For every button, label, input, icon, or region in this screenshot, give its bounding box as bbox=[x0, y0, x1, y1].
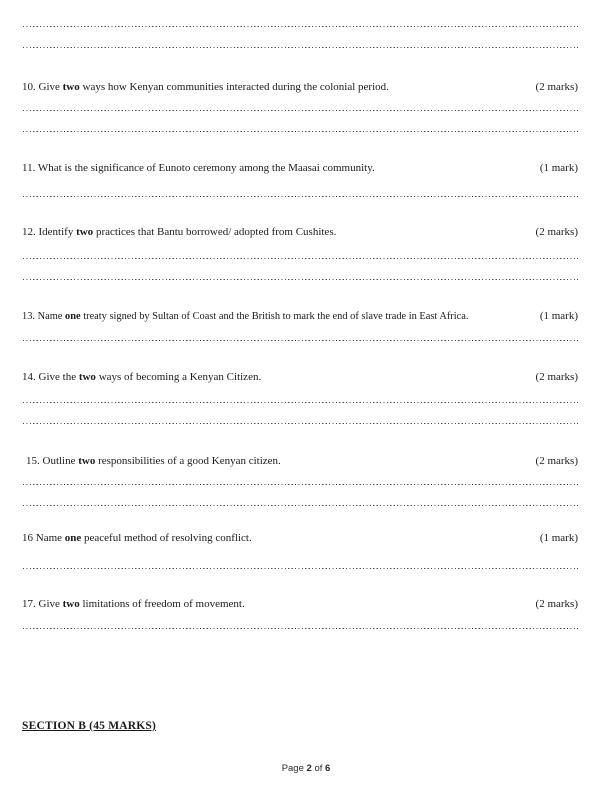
question-text: 17. Give two limitations of freedom of movement. bbox=[22, 598, 245, 610]
footer-total-pages: 6 bbox=[325, 763, 331, 774]
answer-line bbox=[23, 340, 578, 341]
answer-line bbox=[23, 279, 578, 280]
answer-line bbox=[23, 568, 578, 569]
question-16 bbox=[22, 531, 578, 545]
answer-line bbox=[23, 505, 578, 506]
marks-label: (2 marks) bbox=[535, 81, 578, 93]
question-text: 13. Name one treaty signed by Sultan of Coast and the British to mark the end of slave trade in East Africa. bbox=[22, 311, 469, 322]
footer-connector: of bbox=[311, 763, 326, 774]
page-footer bbox=[0, 763, 612, 774]
marks-label: (2 marks) bbox=[535, 371, 578, 383]
question-text: 14. Give the two ways of becoming a Kenyan Citizen. bbox=[22, 371, 262, 383]
section-b-heading: SECTION B (45 MARKS) bbox=[22, 720, 157, 732]
marks-label: (2 marks) bbox=[535, 598, 578, 610]
answer-line bbox=[23, 47, 578, 48]
answer-line bbox=[23, 131, 578, 132]
answer-line bbox=[23, 484, 578, 485]
question-text: 16 Name one peaceful method of resolving conflict. bbox=[22, 532, 252, 544]
question-text: 12. Identify two practices that Bantu borrowed/ adopted from Cushites. bbox=[22, 226, 337, 238]
question-10 bbox=[22, 80, 578, 94]
question-text: 10. Give two ways how Kenyan communities interacted during the colonial period. bbox=[22, 81, 389, 93]
question-text: 11. What is the significance of Eunoto ceremony among the Maasai community. bbox=[22, 162, 375, 174]
answer-line bbox=[23, 196, 578, 197]
answer-line bbox=[23, 258, 578, 259]
question-text: 15. Outline two responsibilities of a good Kenyan citizen. bbox=[26, 455, 281, 467]
marks-label: (2 marks) bbox=[535, 226, 578, 238]
footer-prefix: Page bbox=[281, 763, 307, 774]
answer-line bbox=[23, 26, 578, 27]
marks-label: (1 mark) bbox=[539, 532, 578, 544]
answer-line bbox=[23, 423, 578, 424]
marks-label: (1 mark) bbox=[539, 162, 578, 174]
question-11 bbox=[22, 161, 578, 175]
answer-line bbox=[23, 628, 578, 629]
question-15 bbox=[26, 454, 578, 468]
answer-line bbox=[23, 110, 578, 111]
question-17 bbox=[22, 597, 578, 611]
question-13 bbox=[22, 309, 578, 324]
question-12 bbox=[22, 225, 578, 239]
question-14 bbox=[22, 370, 578, 384]
marks-label: (1 mark) bbox=[539, 310, 578, 322]
answer-line bbox=[23, 402, 578, 403]
footer-page-number: 2 bbox=[306, 763, 312, 774]
marks-label: (2 marks) bbox=[535, 455, 578, 467]
